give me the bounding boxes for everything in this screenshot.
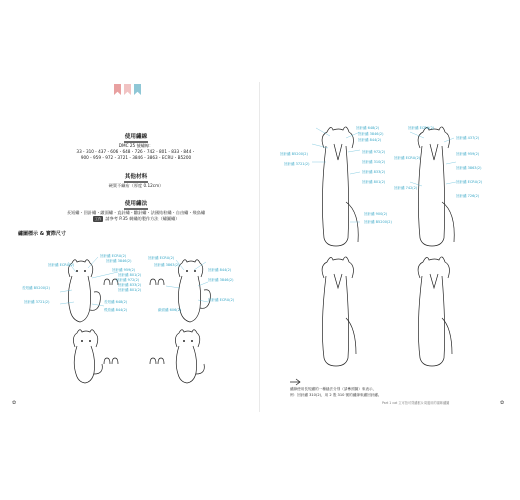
other-materials-title: 其他材料 [66,172,206,183]
right-label-10: 回針繡 ECRU(2) [394,156,421,160]
thread-line3: 900・959・972・3721・3846・3863・ECRU・B5200 [80,155,192,160]
right-label-18: 回針繡 900(2) [364,212,388,216]
cat-figure-3 [73,330,102,383]
paw-icon-right: ✿ [500,400,505,406]
long-cat-outline-4 [418,257,452,366]
right-label-19: 回針繡 B5200(2) [364,220,392,224]
diagram-title: 繡圖標示 & 實際尺寸 [18,231,66,237]
other-materials-line1: 硬質不織布（厚度 0.12cm） [108,183,164,188]
right-label-5: 回針繡 437(2) [456,136,480,140]
left-label-6: 回針繡 972(2) [116,278,140,282]
right-label-9: 回針繡 959(2) [456,152,480,156]
thread-section-title: 使用繡線 [66,132,206,143]
footer-note-line1: 繡線使用長短繡的一種縫法分別（請參照圖）來表示， [290,387,377,391]
left-label-7: 回針繡 833(2) [118,283,142,287]
left-label-18: 緞面繡 606(2) [158,308,182,312]
right-label-12: 回針繡 3863(2) [456,166,482,170]
left-label-11: 長短繡 648(2) [104,300,128,304]
stitches-tag: 工作 [94,217,102,221]
left-label-15: 回針繡 844(2) [208,268,232,272]
paw-icon-left: ✿ [12,400,17,406]
long-cat-2 [418,127,454,246]
left-label-16: 回針繡 3846(2) [208,278,234,282]
right-label-14: 回針繡 ECRU(2) [456,180,483,184]
left-cat-diagrams [8,82,260,412]
left-label-17: 回針繡 ECRU(2) [208,298,235,302]
left-label-9: 長短繡 B5200(2) [22,286,50,290]
thread-line1: DMC 25 號繡線： [118,143,154,148]
cat-figure-1 [68,260,100,322]
right-label-13: 回針繡 833(2) [362,170,386,174]
right-label-2: 回針繡 ECRU(2) [408,126,435,130]
right-label-7: 回針繡 972(2) [362,150,386,154]
stitches-section-title: 使用繡法 [66,199,206,210]
right-label-17: 回針繡 726(2) [456,194,480,198]
page-number: Part 1 cat 立可拍可剪繡框＆周邊用的貓咪繡圖 [382,401,450,405]
right-label-8: 回針繡 3721(2) [284,162,310,166]
left-label-4: 回針繡 959(2) [112,268,136,272]
left-label-12: 飛鳥繡 844(2) [104,308,128,312]
footer-note-line2: 例：回針繡 310(2)，用 2 股 310 號的繡線來繡回針繡。 [290,393,382,397]
long-cat-1 [322,127,358,246]
left-label-3: 回針繡 ECRU(2) [48,263,75,267]
right-cat-diagrams [260,82,512,412]
left-label-10: 回針繡 3721(2) [24,300,50,304]
left-label-5: 回針繡 801(2) [118,273,142,277]
left-label-1: 回針繡 ECRU(2) [100,254,127,258]
left-label-14: 回針繡 3863(2) [154,263,180,267]
cat-figure-4 [175,330,204,383]
stitches-note: 請參考 P.35 刺繡的製作方法（繡圖繡） [105,216,180,221]
right-label-6: 回針繡 B5200(2) [280,152,308,156]
right-label-16: 回針繡 742(2) [394,186,418,190]
long-cat-outline-3 [322,257,356,366]
arrow-icon [290,379,300,385]
right-page [260,82,512,412]
right-label-3: 回針繡 3846(2) [358,132,384,136]
right-label-1: 回針繡 648(2) [356,126,380,130]
right-label-15: 回針繡 801(2) [362,180,386,184]
left-label-13: 回針繡 ECRU(2) [148,256,175,260]
left-label-8: 回針繡 801(2) [118,288,142,292]
stitches-line1: 長短繡・回針繡・緞面繡・直針繡・雛針繡・法國結粒繡・自由繡・飛鳥繡 [66,210,206,215]
right-label-4: 回針繡 844(2) [358,138,382,142]
left-page [8,82,260,412]
thread-line2: 33・310・437・606・648・726・742・801・833・844・ [76,149,196,154]
book-spread [8,82,512,412]
right-label-11: 回針繡 310(2) [362,160,386,164]
left-label-2: 回針繡 3846(2) [106,259,132,263]
